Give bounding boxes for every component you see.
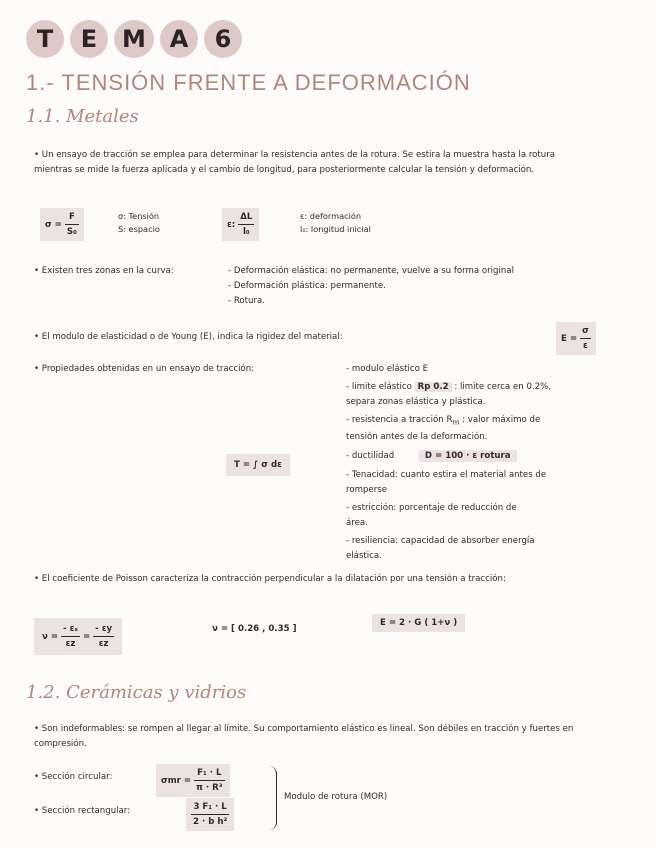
equals: = [82,632,91,642]
formula-poisson [34,618,122,655]
formula-lhs: σmr = [161,776,192,786]
fraction [194,766,224,795]
fraction-num: 3 F₁ · L [191,800,229,815]
brace [266,766,277,830]
formula-lhs: ε: [227,220,236,230]
heading-1-1: 1.1. Metales [26,106,139,127]
fraction [238,210,254,239]
property-item: tensión antes de la deformación. [346,431,488,442]
fraction-num: F [65,210,79,225]
paragraph-ceramics: • Son indeformables: se rompen al llegar al límite. Su comportamiento elástico es lineal. Son débiles en tracción y fuertes en compresión. [34,724,574,749]
property-item: - modulo elástico E [346,364,429,374]
paragraph-tensile-test: • Un ensayo de tracción se emplea para determinar la resistencia antes de la rotura. Se estira la muestra hasta la rotura mientras se mide la fuerza aplicada y el cambio de longitud, para posteriormente calcular la tensión y deformación. [34,150,556,175]
definitions-stress [118,210,160,236]
poisson-e-formula: E = 2 · G ( 1+ν ) [372,614,465,632]
property-item [346,449,626,464]
fraction-den: S₀ [66,227,77,237]
fraction-num: ΔL [238,210,254,225]
definition-line: l₀: longitud inicial [300,224,371,234]
fraction-den: εz [65,639,76,649]
formula-lhs: E = [561,334,578,344]
property-item: romperse [346,484,388,495]
definition-line: ε: deformación [300,211,362,221]
fraction-den: π · R³ [196,783,223,793]
paragraph-poisson: • El coeficiente de Poisson caracteriza la contracción perpendicular a la dilatación por una tensión a tracción: [34,574,506,584]
fraction-num: σ [580,324,591,339]
fraction-den: εz [98,639,109,649]
zone-item: - Deformación elástica: no permanente, vuelve a su forma original [228,266,515,276]
title-letter: A [160,20,198,58]
fraction [93,622,114,651]
fraction [580,324,591,353]
formula-young [556,322,596,355]
fraction-den: ε [583,341,588,351]
fraction [65,210,79,239]
property-text: : valor máximo de [462,415,541,425]
properties-intro: • Propiedades obtenidas en un ensayo de tracción: [34,364,255,374]
property-label: - limite elástico [346,382,412,392]
fraction-num: F₁ · L [194,766,224,781]
zones-intro: • Existen tres zonas en la curva: [34,266,174,276]
property-item [346,413,626,430]
heading-1: 1.- TENSIÓN FRENTE A DEFORMACIÓN [26,70,471,95]
definition-line: σ: Tensión [118,211,160,221]
rp-box: Rp 0.2 [415,382,452,392]
heading-1-2: 1.2. Cerámicas y vidrios [26,682,247,703]
properties-list [346,362,626,564]
title-letter: 6 [204,20,242,58]
property-item: área. [346,517,368,528]
paragraph-young: • El modulo de elasticidad o de Young (E), indica la rigidez del material: [34,332,343,342]
property-item: - Tenacidad: cuanto estira el material antes de [346,469,547,480]
property-item: separa zonas elástica y plástica. [346,397,486,407]
property-label: - ductilidad [346,450,395,461]
title-letter: T [26,20,64,58]
fraction [61,622,80,651]
label-rectangular: • Sección rectangular: [34,806,131,816]
fraction-den: l₀ [242,227,250,237]
fraction-num: - εₓ [61,622,80,637]
fraction [191,800,229,829]
zone-item: - Rotura. [228,296,266,306]
fraction-num: - εy [93,622,114,637]
title-badges [26,20,242,58]
brace-label: Modulo de rotura (MOR) [284,792,388,802]
property-item: - estricción: porcentaje de reducción de [346,502,517,513]
formula-lhs: ν = [42,632,59,642]
ductility-box: D = 100 · ε rotura [419,450,517,462]
formula-rectangular [186,798,234,831]
property-label: - resistencia a tracción R [346,415,453,425]
property-item: elástica. [346,550,382,561]
definition-line: S: espacio [118,224,160,234]
title-letter: E [70,20,108,58]
zones-list [228,264,514,309]
property-item [346,380,626,395]
fraction-den: 2 · b h² [193,817,228,827]
tenacity-formula: T = ∫ σ dε [226,454,290,476]
property-text: : limite cerca en 0.2%, [454,382,552,392]
title-letter: M [114,20,154,58]
property-item: - resiliencia: capacidad de absorber energía [346,535,535,546]
formula-stress [40,208,84,241]
zone-item: - Deformación plástica: permanente. [228,281,386,291]
label-circular: • Sección circular: [34,772,113,782]
definitions-strain [300,210,371,236]
subscript: m [452,417,460,427]
formula-circular [156,764,230,797]
poisson-range: ν = [ 0.26 , 0.35 ] [212,624,297,634]
formula-strain [222,208,259,241]
formula-lhs: σ = [45,220,62,230]
